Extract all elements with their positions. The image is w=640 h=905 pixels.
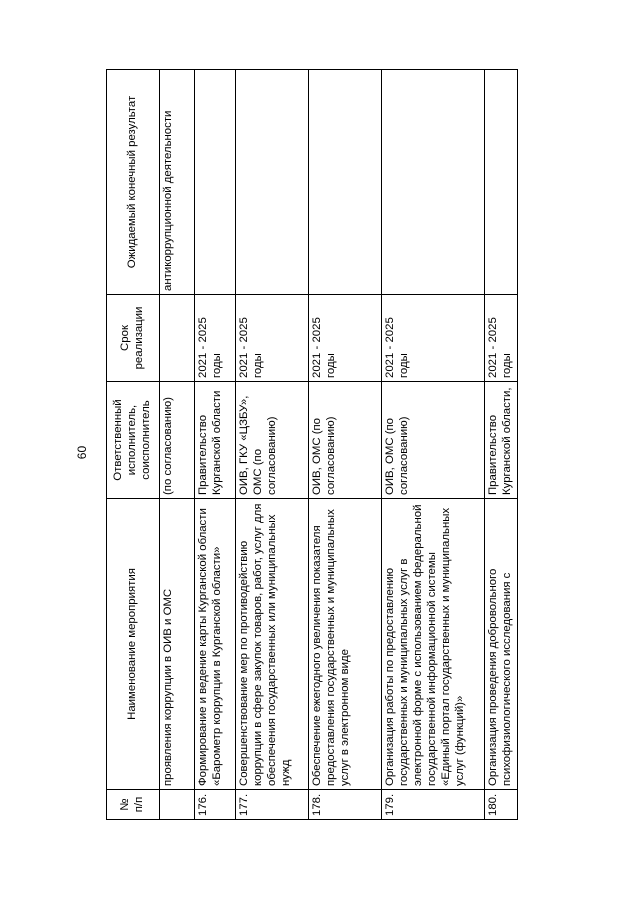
cell-responsible: ОИВ, ОМС (по согласованию)	[382, 382, 485, 499]
cell-name: Организация проведения добровольного психофизиологического исследования с	[485, 499, 518, 790]
cell-term	[160, 295, 195, 382]
cell-result	[485, 70, 518, 295]
table-row	[309, 70, 382, 820]
cell-term: 2021 - 2025 годы	[195, 295, 236, 382]
cell-num: 180.	[485, 790, 518, 820]
header-term: Срок реализации	[107, 295, 160, 382]
cell-name: Формирование и ведение карты Курганской области «Барометр коррупции в Курганской области»	[195, 499, 236, 790]
table-row	[382, 70, 485, 820]
cell-name: Совершенствование мер по противодействию коррупции в сфере закупок товаров, работ, услуг для обеспечения государственных или муниципальных нужд	[236, 499, 309, 790]
header-responsible: Ответственный исполнитель, соисполнитель	[107, 382, 160, 499]
table-row	[195, 70, 236, 820]
cell-responsible: (по согласованию)	[160, 382, 195, 499]
header-num: № п/п	[107, 790, 160, 820]
cell-term: 2021 - 2025 годы	[485, 295, 518, 382]
cell-result	[309, 70, 382, 295]
table-row	[236, 70, 309, 820]
cell-term: 2021 - 2025 годы	[382, 295, 485, 382]
page-number: 60	[75, 445, 89, 460]
cell-name: Обеспечение ежегодного увеличения показателя предоставления государственных и муниципальных услуг в электронном виде	[309, 499, 382, 790]
header-name: Наименование мероприятия	[107, 499, 160, 790]
table-header-row	[107, 70, 160, 820]
cell-result	[195, 70, 236, 295]
cell-num: 178.	[309, 790, 382, 820]
cell-responsible: ОИВ, ГКУ «ЦЗБУ», ОМС (по согласованию)	[236, 382, 309, 499]
cell-responsible: Правительство Курганской области,	[485, 382, 518, 499]
cell-term: 2021 - 2025 годы	[236, 295, 309, 382]
cell-result: антикоррупционной деятельности	[160, 70, 195, 295]
table-row	[160, 70, 195, 820]
cell-num: 176.	[195, 790, 236, 820]
cell-result	[382, 70, 485, 295]
cell-result	[236, 70, 309, 295]
cell-num: 177.	[236, 790, 309, 820]
cell-responsible: ОИВ, ОМС (по согласованию)	[309, 382, 382, 499]
cell-responsible: Правительство Курганской области	[195, 382, 236, 499]
cell-num	[160, 790, 195, 820]
cell-num: 179.	[382, 790, 485, 820]
cell-name: проявления коррупции в ОИВ и ОМС	[160, 499, 195, 790]
measures-table	[106, 69, 518, 820]
cell-term: 2021 - 2025 годы	[309, 295, 382, 382]
table-row	[485, 70, 518, 820]
cell-name: Организация работы по предоставлению государственных и муниципальных услуг в электронной форме с использованием федеральной государственной информационной системы «Единый портал государственных и муниципальных услуг (функций)»	[382, 499, 485, 790]
header-result: Ожидаемый конечный результат	[107, 70, 160, 295]
